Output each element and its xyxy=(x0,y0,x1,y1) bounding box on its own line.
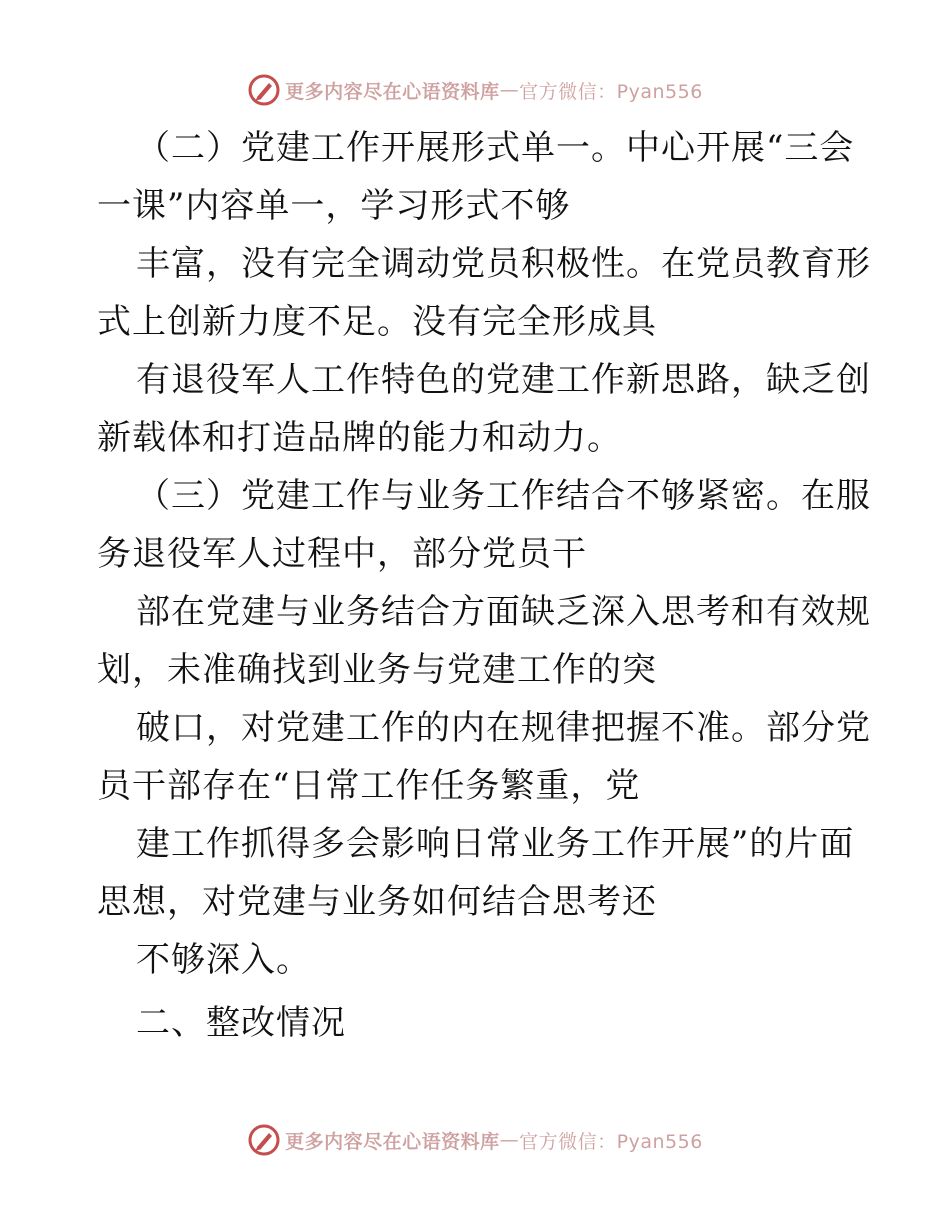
text-line: （三）党建工作与业务工作结合不够紧密。在服 xyxy=(136,476,871,516)
watermark-dash: — xyxy=(499,79,520,101)
text-line: 一课”内容单一，学习形式不够 xyxy=(97,186,571,226)
text-line: 不够深入。 xyxy=(136,940,311,980)
text-line: （二）党建工作开展形式单一。中心开展“三会 xyxy=(136,128,855,168)
header-watermark xyxy=(0,70,950,110)
watermark-text: 更多内容尽在心语资料库 xyxy=(285,80,500,103)
text-line: 新载体和打造品牌的能力和动力。 xyxy=(97,418,622,458)
text-line: 划，未准确找到业务与党建工作的突 xyxy=(97,650,657,690)
watermark-contact: 官方微信：Pyan556 xyxy=(519,80,703,103)
text-line: 丰富，没有完全调动党员积极性。在党员教育形 xyxy=(136,244,871,284)
watermark-text: 更多内容尽在心语资料库 xyxy=(285,1130,500,1153)
text-line: 员干部存在“日常工作任务繁重，党 xyxy=(97,766,641,806)
pen-logo-icon xyxy=(247,1123,281,1157)
text-line: 思想，对党建与业务如何结合思考还 xyxy=(97,882,657,922)
text-line: 破口，对党建工作的内在规律把握不准。部分党 xyxy=(136,708,871,748)
text-line: 务退役军人过程中，部分党员干 xyxy=(97,534,587,574)
watermark-contact: 官方微信：Pyan556 xyxy=(519,1130,703,1153)
text-line: 建工作抓得多会影响日常业务工作开展”的片面 xyxy=(136,824,855,864)
text-line: 部在党建与业务结合方面缺乏深入思考和有效规 xyxy=(136,592,871,632)
section-heading: 二、整改情况 xyxy=(136,1003,346,1043)
pen-logo-icon xyxy=(247,73,281,107)
text-line: 有退役军人工作特色的党建工作新思路，缺乏创 xyxy=(136,360,871,400)
text-line: 式上创新力度不足。没有完全形成具 xyxy=(97,302,657,342)
footer-watermark xyxy=(0,1120,950,1160)
watermark-dash: — xyxy=(499,1129,520,1151)
